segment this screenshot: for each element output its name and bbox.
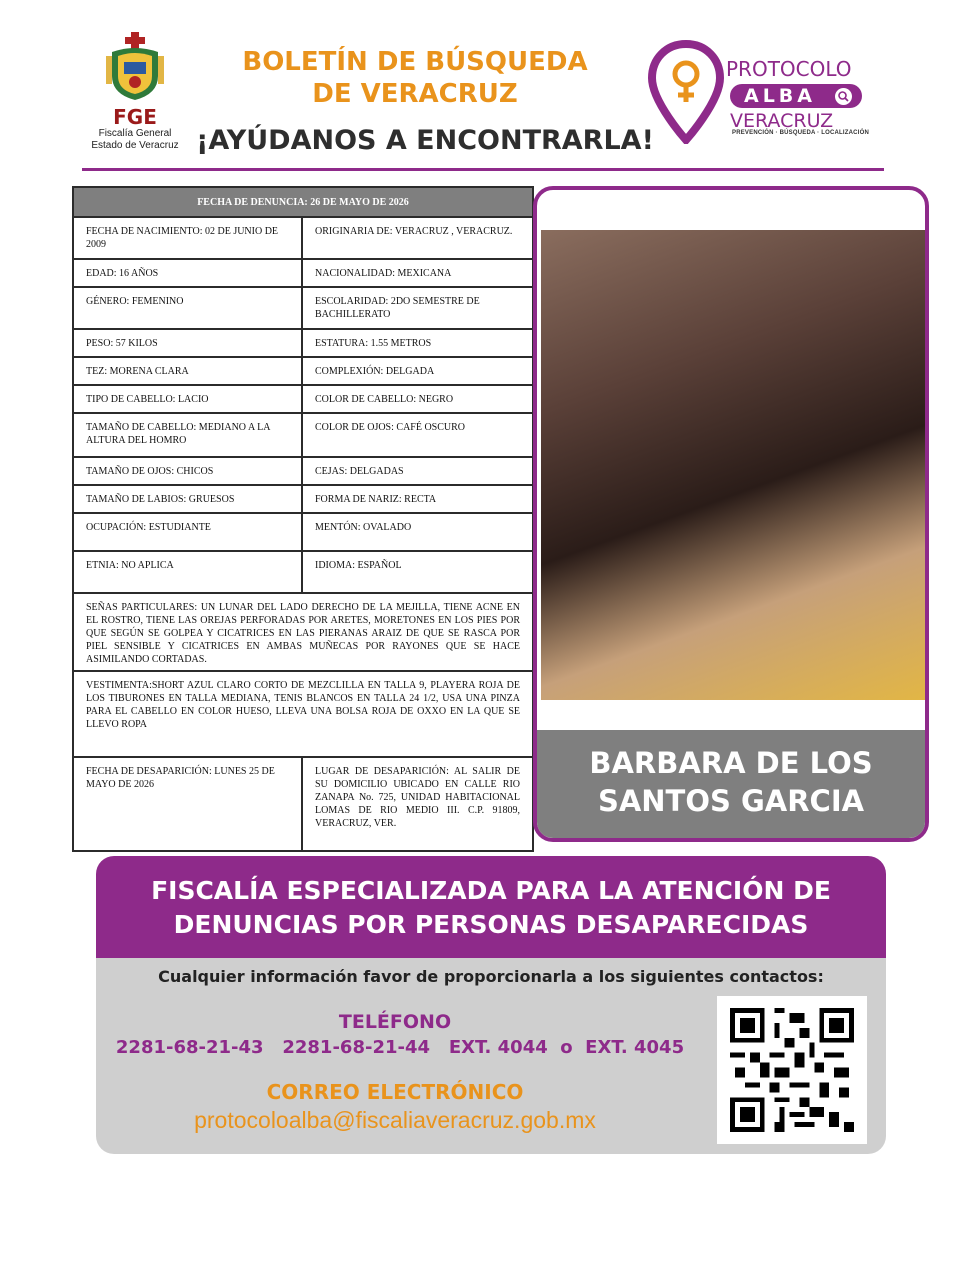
qr-code-box[interactable] [717, 996, 867, 1144]
email-heading: CORREO ELECTRÓNICO [266, 1080, 524, 1104]
hair-color-cell: COLOR DE CABELLO: NEGRO [302, 385, 533, 413]
language-cell: IDIOMA: ESPAÑOL [302, 551, 533, 593]
protocol-word: PROTOCOLO [726, 57, 852, 81]
skin-tone-cell: TEZ: MORENA CLARA [73, 357, 302, 385]
clothing-cell: VESTIMENTA:SHORT AZUL CLARO CORTO DE MEZCLILLA EN TALLA 9, PLAYERA ROJA DE LOS TIBURONES EN TALLA MEDIANA, TENIS BLANCOS EN TALLA 24 1/2, USA UNA PINZA PARA EL CABELLO EN COLOR HUESO, LLEVA UNA BOLSA ROJA DE OXXO EN LA QUE SE LLEVO ROPA [73, 671, 533, 757]
eye-color-cell: COLOR DE OJOS: CAFÉ OSCURO [302, 413, 533, 457]
fge-abbreviation: FGE [113, 105, 157, 129]
contact-intro: Cualquier información favor de proporcionarla a los siguientes contactos: [158, 967, 824, 986]
distinguishing-marks-cell: SEÑAS PARTICULARES: UN LUNAR DEL LADO DERECHO DE LA MEJILLA, TIENE ACNE EN EL ROSTRO, TIENE LAS OREJAS PERFORADAS POR ARETES, MORETONES EN LOS PIES POR QUE SEGÚN SE GOLPEA Y CICATRICES EN LAS PIERANAS ARAIZ DE QUE SE RASCA POR PIEL SENSIBLE Y CICATRICES EN AMBAS MUÑECAS POR RAYONES QUE SE HACE ASIMILANDO CORTADAS. [73, 593, 533, 671]
agency-banner-text: FISCALÍA ESPECIALIZADA PARA LA ATENCIÓN DE DENUNCIAS POR PERSONAS DESAPARECIDAS [151, 876, 831, 939]
disappearance-place-cell: LUGAR DE DESAPARICIÓN: AL SALIR DE SU DOMICILIO UBICADO EN CALLE RIO ZANAPA No. 725, UNIDAD HABITACIONAL LOMAS DE RIO MEDIO III. C.P. 91809, VERACRUZ, VER. [302, 757, 533, 851]
gender-cell: GÉNERO: FEMENINO [73, 287, 302, 329]
nationality-cell: NACIONALIDAD: MEXICANA [302, 259, 533, 287]
bulletin-title-line2: DE VERACRUZ [312, 79, 518, 109]
state-seal-icon [104, 32, 166, 102]
disappearance-date-cell: FECHA DE DESAPARICIÓN: LUNES 25 DE MAYO DE 2026 [73, 757, 302, 851]
occupation-cell: OCUPACIÓN: ESTUDIANTE [73, 513, 302, 551]
person-name: BARBARA DE LOS SANTOS GARCIA [589, 746, 873, 818]
build-cell: COMPLEXIÓN: DELGADA [302, 357, 533, 385]
bulletin-title-line1: BOLETÍN DE BÚSQUEDA [242, 47, 588, 77]
chin-cell: MENTÓN: OVALADO [302, 513, 533, 551]
hair-length-cell: TAMAÑO DE CABELLO: MEDIANO A LA ALTURA DEL HOMRO [73, 413, 302, 457]
fge-name-line1: Fiscalía General [98, 128, 172, 139]
protocol-tagline: PREVENCIÓN · BÚSQUEDA · LOCALIZACIÓN [732, 130, 869, 136]
veracruz-word: VERACRUZ [730, 110, 834, 132]
lip-size-cell: TAMAÑO DE LABIOS: GRUESOS [73, 485, 302, 513]
search-icon [835, 88, 852, 105]
origin-cell: ORIGINARIA DE: VERACRUZ , VERACRUZ. [302, 217, 533, 259]
phone-numbers[interactable]: 2281-68-21-43 2281-68-21-44 EXT. 4044 o EXT. 4045 [115, 1037, 685, 1058]
ethnicity-cell: ETNIA: NO APLICA [73, 551, 302, 593]
fge-logo [80, 32, 190, 162]
location-pin-icon [648, 40, 724, 144]
nose-shape-cell: FORMA DE NARIZ: RECTA [302, 485, 533, 513]
qr-code-icon [729, 1008, 855, 1132]
complaint-date: FECHA DE DENUNCIA: 26 DE MAYO DE 2026 [73, 187, 533, 217]
person-photo [541, 230, 925, 700]
header-divider [82, 168, 884, 171]
education-cell: ESCOLARIDAD: 2DO SEMESTRE DE BACHILLERATO [302, 287, 533, 329]
eye-size-cell: TAMAÑO DE OJOS: CHICOS [73, 457, 302, 485]
fge-name-line2: Estado de Veracruz [91, 140, 179, 151]
phone-heading: TELÉFONO [338, 1011, 452, 1033]
email-link[interactable]: protocoloalba@fiscaliaveracruz.gob.mx [194, 1107, 596, 1133]
weight-cell: PESO: 57 KILOS [73, 329, 302, 357]
photo-card [533, 186, 929, 842]
height-cell: ESTATURA: 1.55 METROS [302, 329, 533, 357]
bulletin-subtitle: ¡AYÚDANOS A ENCONTRARLA! [196, 125, 654, 156]
age-cell: EDAD: 16 AÑOS [73, 259, 302, 287]
alba-word: ALBA [744, 85, 816, 107]
bulletin-title [200, 46, 630, 110]
birth-date-cell: FECHA DE NACIMIENTO: 02 DE JUNIO DE 2009 [73, 217, 302, 259]
female-symbol-icon [675, 63, 697, 102]
hair-type-cell: TIPO DE CABELLO: LACIO [73, 385, 302, 413]
report-table [72, 186, 534, 852]
eyebrows-cell: CEJAS: DELGADAS [302, 457, 533, 485]
